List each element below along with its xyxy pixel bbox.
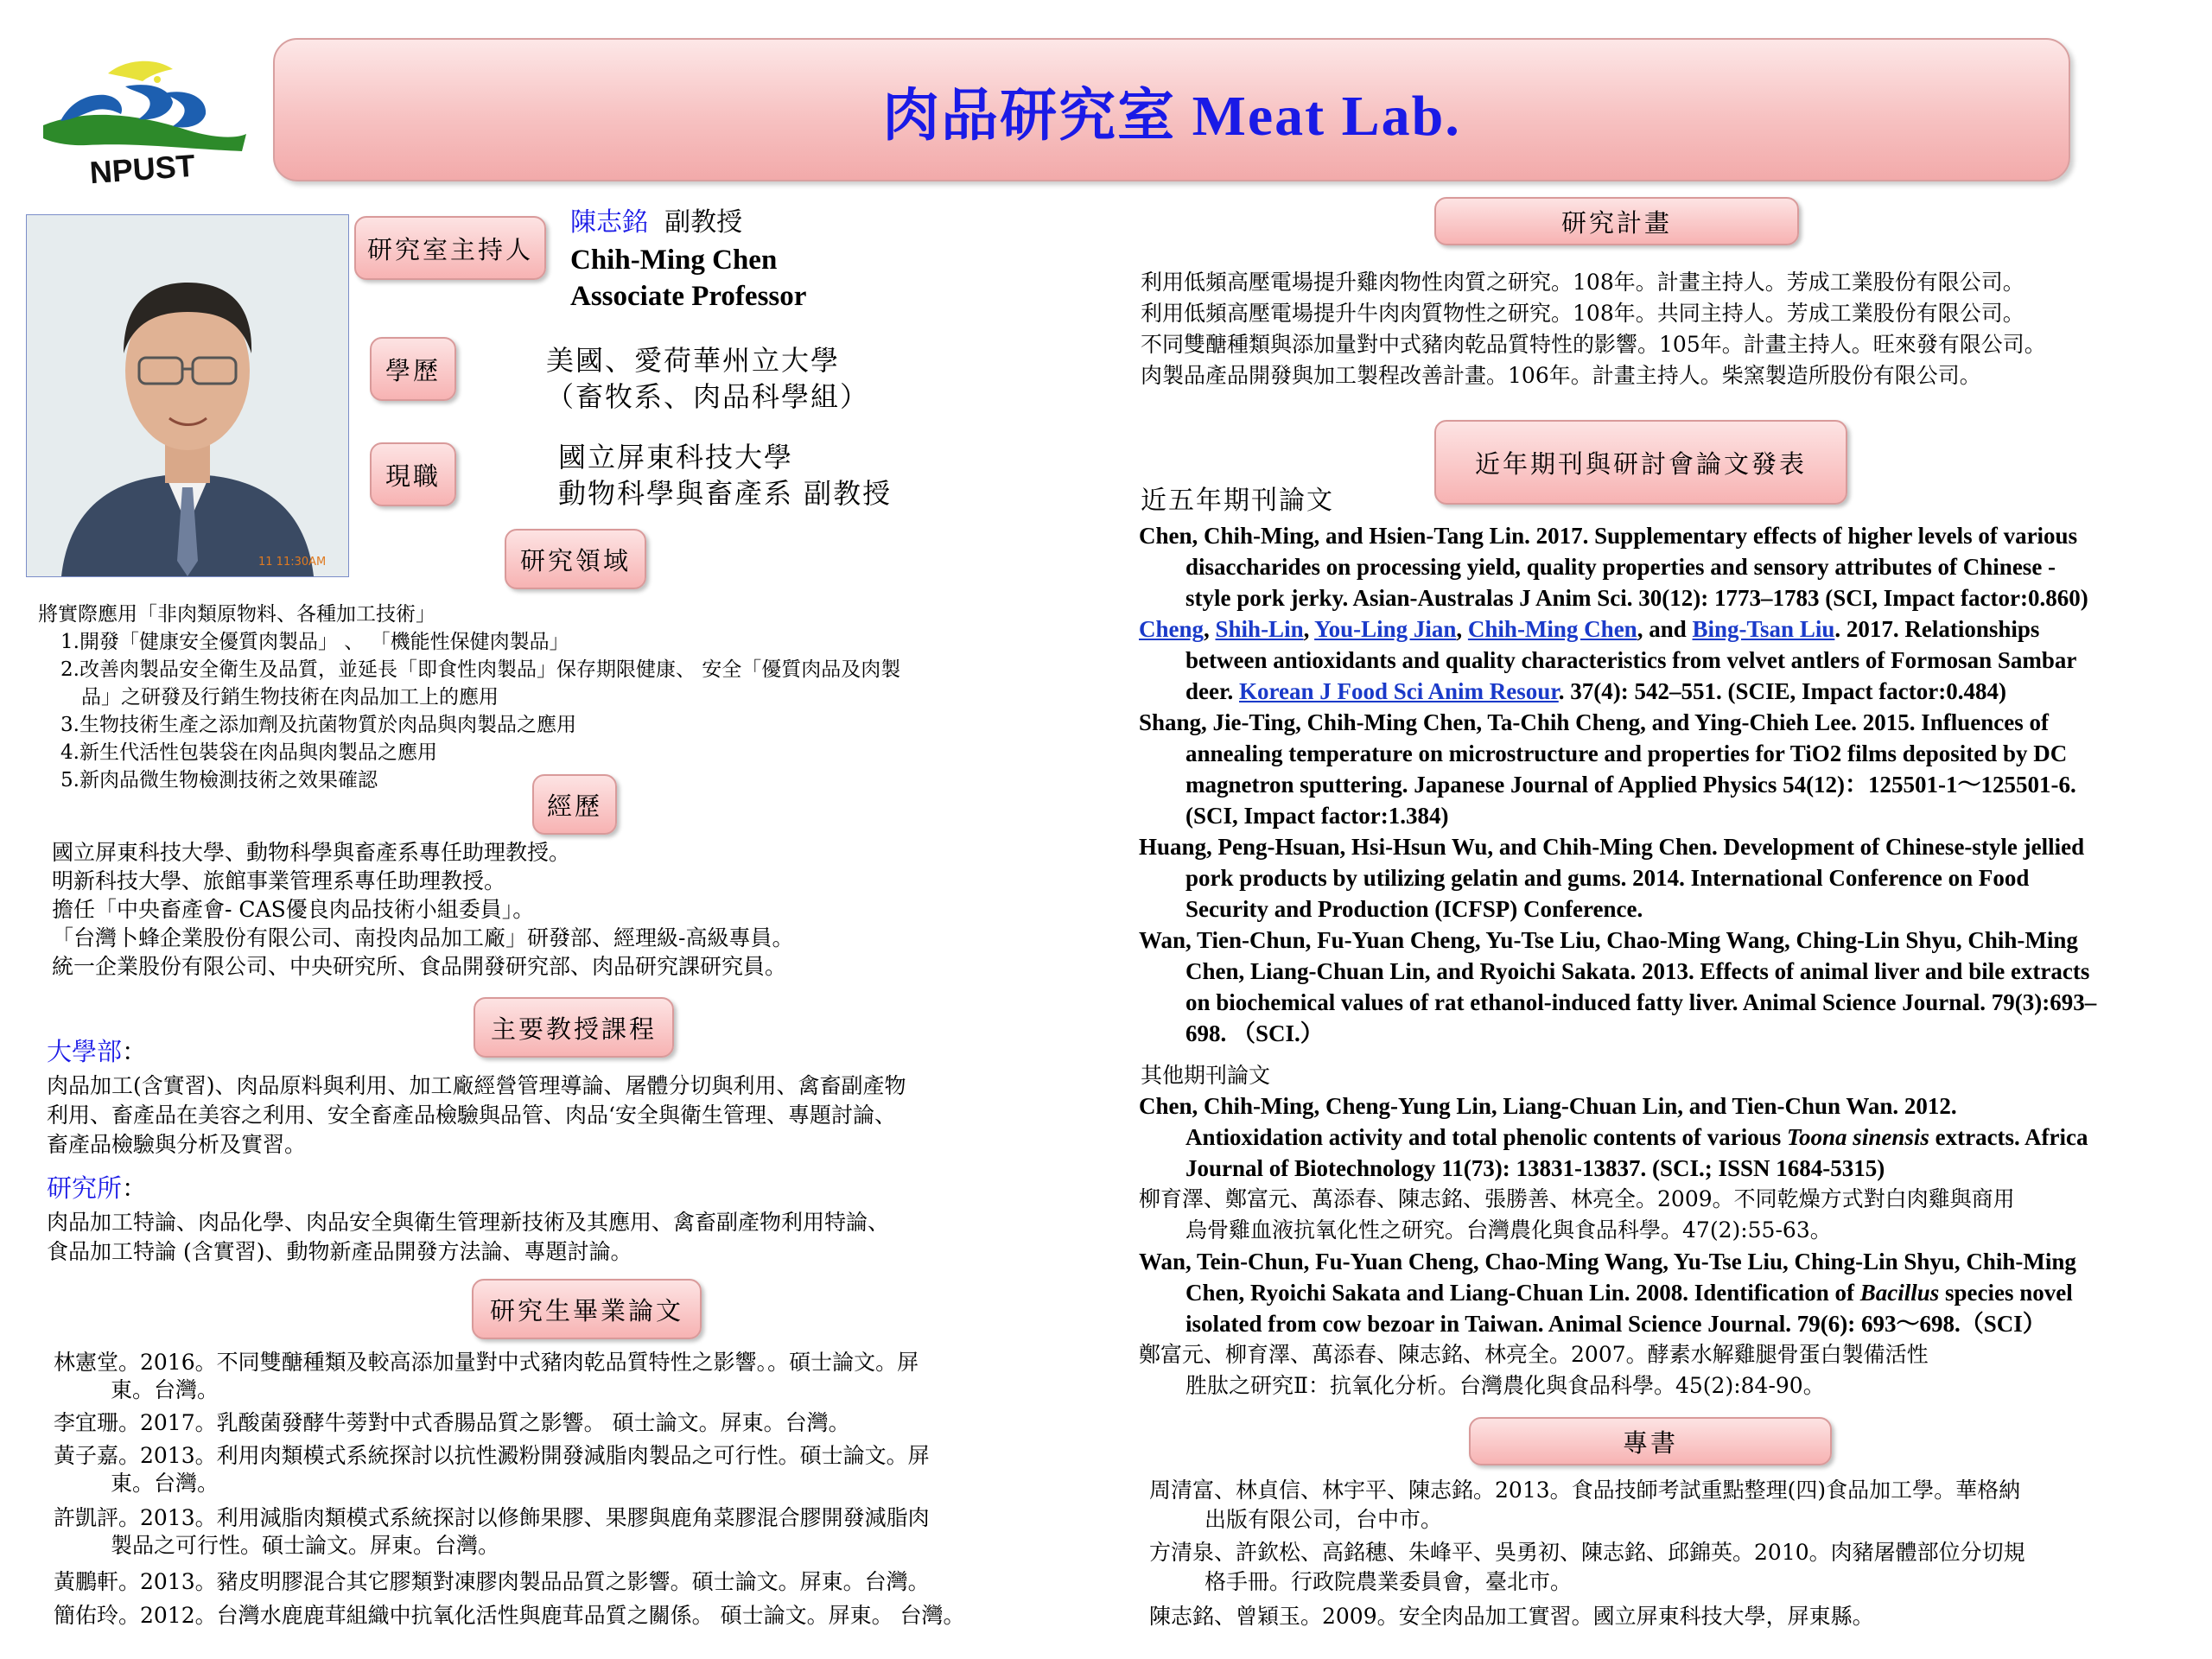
books-label-pill: [1469, 1417, 1832, 1465]
other-journals-label: 其他期刊論文: [1141, 1063, 1271, 1088]
research-area-item: 5.新肉品微生物檢測技術之效果確認: [60, 769, 378, 791]
education-line-1: 美國、愛荷華州立大學: [546, 344, 841, 377]
npust-logo: [35, 43, 251, 190]
title-banner: [273, 38, 2070, 181]
portrait-graphic: [27, 215, 348, 576]
thesis-item: 黃子嘉。2013。利用肉類模式系統探討以抗性澱粉開發減脂肉製品之可行性。碩士論文。屏: [54, 1443, 930, 1468]
research-area-item: 3.生物技術生產之添加劑及抗菌物質於肉品與肉製品之應用: [60, 714, 576, 736]
undergrad-label-line: 大學部：: [47, 1037, 148, 1066]
research-area-item: 2.改善肉製品安全衛生及品質，並延長「即食性肉製品」保存期限健康、 安全「優質肉品及肉製: [60, 658, 901, 681]
recent-journals-label: 近五年期刊論文: [1141, 486, 1334, 516]
undergrad-label: 大學部: [47, 1037, 123, 1066]
position-label-pill: [370, 442, 456, 506]
professor-photo: [26, 214, 349, 577]
theses-label: 研究生畢業論文: [489, 1295, 683, 1325]
reference-item: Chen, Chih-Ming, and Hsien-Tang Lin. 2017. Supplementary effects of higher levels of various disaccharides on processing yield, quality properties and sensory attributes of Chinese - style pork jerky. Asian-Australas J Anim Sci. 30(12): 1773–1783 (SCI, Impact factor:0.860): [1139, 523, 2088, 611]
book-item: 周清富、林貞信、林宇平、陳志銘。2013。食品技師考試重點整理(四)食品加工學。華格納: [1149, 1478, 2021, 1503]
book-item-cont: 出版有限公司，台中市。: [1205, 1507, 1443, 1532]
professor-name-zh-line: [570, 206, 742, 240]
undergrad-course-line: 畜產品檢驗與分析及實習。: [47, 1132, 307, 1157]
research-areas-intro: 將實際應用「非肉類原物料、各種加工技術」: [38, 603, 435, 626]
reference-item: Wan, Tein-Chun, Fu-Yuan Cheng, Chao-Ming Wang, Yu-Tse Liu, Ching-Lin Shyu, Chih-Ming Chen, Ryoichi Sakata and Liang-Chuan Lin. 2008. Identification of Bacillus species novel isolated from cow bezoar in Taiwan. Animal Science Journal. 79(6): 693～698.（SCI）: [1139, 1249, 2076, 1337]
grad-label-line: 研究所：: [47, 1173, 148, 1203]
research-area-item: 1.開發「健康安全優質肉製品」 、 「機能性保健肉製品」: [60, 631, 569, 653]
thesis-item-cont: 東。台灣。: [111, 1377, 219, 1402]
experience-item: 「台灣卜蜂企業股份有限公司、南投肉品加工廠」研發部、經理級-高級專員。: [52, 925, 794, 950]
project-item: 利用低頻高壓電場提升牛肉肉質物性之研究。108年。共同主持人。芳成工業股份有限公司。: [1141, 301, 2024, 326]
thesis-item: 李宜珊。2017。乳酸菌發酵牛蒡對中式香腸品質之影響。 碩士論文。屏東。台灣。: [54, 1410, 850, 1435]
thesis-item: 黃鵬軒。2013。豬皮明膠混合其它膠類對凍膠肉製品品質之影響。碩士論文。屏東。台灣。: [54, 1569, 930, 1594]
theses-label-pill: [472, 1279, 702, 1339]
host-label: 研究室主持人: [366, 234, 533, 264]
author-link[interactable]: Chih-Ming Chen: [1467, 616, 1637, 642]
projects-label-pill: [1434, 197, 1799, 245]
undergrad-course-line: 利用、畜產品在美容之利用、安全畜產品檢驗與品管、肉品‘安全與衛生管理、專題討論、: [47, 1103, 896, 1128]
reference-item: Chen, Chih-Ming, Cheng-Yung Lin, Liang-Chuan Lin, and Tien-Chun Wan. 2012. Antioxidation activity and total phenolic contents of various Toona sinensis extracts. Africa Journal of Biotechnology 11(73): 13831-13837. (SCI.; ISSN 1684-5315): [1139, 1093, 2088, 1181]
reference-item: Cheng, Shih-Lin, You-Ling Jian, Chih-Ming Chen, and Bing-Tsan Liu. 2017. Relationships between antioxidants and quality characteristics from velvet antlers of Formosan Sambar deer. Korean J Food Sci Anim Resour. 37(4): 542–551. (SCIE, Impact factor:0.484): [1139, 616, 2077, 704]
projects-label: 研究計畫: [1560, 207, 1672, 238]
experience-item: 擔任「中央畜產會- CAS優良肉品技術小組委員」。: [52, 897, 535, 922]
courses-label-pill: [474, 997, 674, 1058]
thesis-item-cont: 製品之可行性。碩士論文。屏東。台灣。: [111, 1533, 500, 1558]
thesis-item: 簡佑玲。2012。台灣水鹿鹿茸組織中抗氧化活性與鹿茸品質之關係。 碩士論文。屏東。 台灣。: [54, 1603, 965, 1628]
logo-graphic: [35, 43, 251, 190]
education-line-2: （畜牧系、肉品科學組）: [546, 380, 870, 413]
undergrad-course-line: 肉品加工(含實習)、肉品原料與利用、加工廠經營管理導論、屠體分切與利用、禽畜副產物: [47, 1073, 906, 1098]
position-line-2: 動物科學與畜產系 副教授: [558, 477, 893, 510]
professor-title-zh: 副教授: [664, 207, 743, 238]
publications-label-pill: [1434, 420, 1847, 505]
professor-title-en: Associate Professor: [570, 281, 807, 312]
host-label-pill: [354, 216, 546, 280]
thesis-item: 林憲堂。2016。不同雙醣種類及較高添加量對中式豬肉乾品質特性之影響。。碩士論文。屏: [54, 1350, 919, 1375]
experience-item: 明新科技大學、旅館事業管理系專任助理教授。: [52, 868, 506, 893]
professor-name-en: Chih-Ming Chen: [570, 245, 778, 276]
research-area-item: 品」之研發及行銷生物技術在肉品加工上的應用: [81, 686, 499, 709]
reference-item: Huang, Peng-Hsuan, Hsi-Hsun Wu, and Chih-Ming Chen. Development of Chinese-style jellied pork products by utilizing gelatin and gums. 2014. International Conference on Food Security and Production (ICFSP) Conference.: [1139, 834, 2085, 922]
photo-timestamp: 11 11:30AM: [258, 556, 327, 569]
reference-item: Shang, Jie-Ting, Chih-Ming Chen, Ta-Chih Cheng, and Ying-Chieh Lee. 2015. Influences of annealing temperature on microstructure and properties for TiO2 films deposited by DC magnetron sputtering. Japanese Journal of Applied Physics 54(12)：125501-1～125501-6. (SCI, Impact factor:1.384): [1139, 709, 2076, 829]
author-link[interactable]: Cheng: [1139, 616, 1205, 642]
education-label: 學歷: [385, 355, 441, 385]
position-line-1: 國立屏東科技大學: [558, 441, 794, 474]
grad-label: 研究所: [47, 1173, 123, 1203]
research-areas-label: 研究領域: [519, 545, 631, 575]
publications-label: 近年期刊與研討會論文發表: [1474, 448, 1807, 479]
book-item: 陳志銘、曾穎玉。2009。安全肉品加工實習。國立屏東科技大學，屏東縣。: [1149, 1604, 1874, 1629]
experience-item: 統一企業股份有限公司、中央研究所、食品開發研究部、肉品研究課研究員。: [52, 954, 787, 979]
courses-label: 主要教授課程: [490, 1014, 657, 1044]
reference-item: Wan, Tien-Chun, Fu-Yuan Cheng, Yu-Tse Liu, Chao-Ming Wang, Ching-Lin Shyu, Chih-Ming Chen, Liang-Chuan Lin, and Ryoichi Sakata. 2013. Effects of animal liver and bile extracts on biochemical values of rat ethanol-induced fatty liver. Animal Science Journal. 79(3):693– 698. （SCI.）: [1139, 927, 2097, 1046]
page-title: 肉品研究室 Meat Lab.: [882, 84, 1461, 148]
books-label: 專書: [1622, 1427, 1678, 1458]
research-area-item: 4.新生代活性包裝袋在肉品與肉製品之應用: [60, 741, 437, 764]
research-areas-label-pill: [505, 529, 646, 589]
book-item-cont: 格手冊。行政院農業委員會，臺北市。: [1205, 1569, 1573, 1594]
thesis-item-cont: 東。台灣。: [111, 1471, 219, 1496]
project-item: 利用低頻高壓電場提升雞肉物性肉質之研究。108年。計畫主持人。芳成工業股份有限公司。: [1141, 270, 2024, 295]
author-link[interactable]: Bing-Tsan Liu: [1692, 616, 1835, 642]
experience-item: 國立屏東科技大學、動物科學與畜產系專任助理教授。: [52, 840, 571, 865]
project-item: 不同雙醣種類與添加量對中式豬肉乾品質特性的影響。105年。計畫主持人。旺來發有限公司。: [1141, 332, 2046, 357]
journal-link[interactable]: Korean J Food Sci Anim Resour: [1239, 678, 1559, 704]
professor-name-zh: 陳志銘: [570, 207, 648, 238]
logo-text: NPUST: [88, 147, 196, 190]
position-label: 現職: [385, 461, 441, 491]
grad-course-line: 食品加工特論 (含實習)、動物新產品開發方法論、專題討論。: [47, 1239, 632, 1264]
experience-label: 經歷: [546, 791, 602, 821]
education-label-pill: [370, 337, 456, 401]
reference-item: 柳育澤、鄭富元、萬添春、陳志銘、張勝善、林亮全。2009。不同乾燥方式對白肉雞與商用 烏骨雞血液抗氧化性之研究。台灣農化與食品科學。47(2):55-63。: [1139, 1186, 2015, 1243]
author-link[interactable]: Shih-Lin: [1215, 616, 1304, 642]
reference-item: 鄭富元、柳育澤、萬添春、陳志銘、林亮全。2007。酵素水解雞腿骨蛋白製備活性 胜肽之研究Ⅱ：抗氧化分析。台灣農化與食品科學。45(2):84-90。: [1139, 1342, 1929, 1398]
grad-course-line: 肉品加工特論、肉品化學、肉品安全與衛生管理新技術及其應用、禽畜副產物利用特論、: [47, 1210, 890, 1235]
thesis-item: 許凱評。2013。利用減脂肉類模式系統探討以修飾果膠、果膠與鹿角菜膠混合膠開發減脂肉: [54, 1505, 930, 1530]
experience-label-pill: [532, 774, 617, 835]
author-link[interactable]: You-Ling Jian: [1314, 616, 1457, 642]
project-item: 肉製品產品開發與加工製程改善計畫。106年。計畫主持人。柴窯製造所股份有限公司。: [1141, 363, 1981, 388]
book-item: 方清泉、許欽松、高銘穗、朱峰平、吳勇初、陳志銘、邱錦英。2010。肉豬屠體部位分切規: [1149, 1540, 2025, 1565]
